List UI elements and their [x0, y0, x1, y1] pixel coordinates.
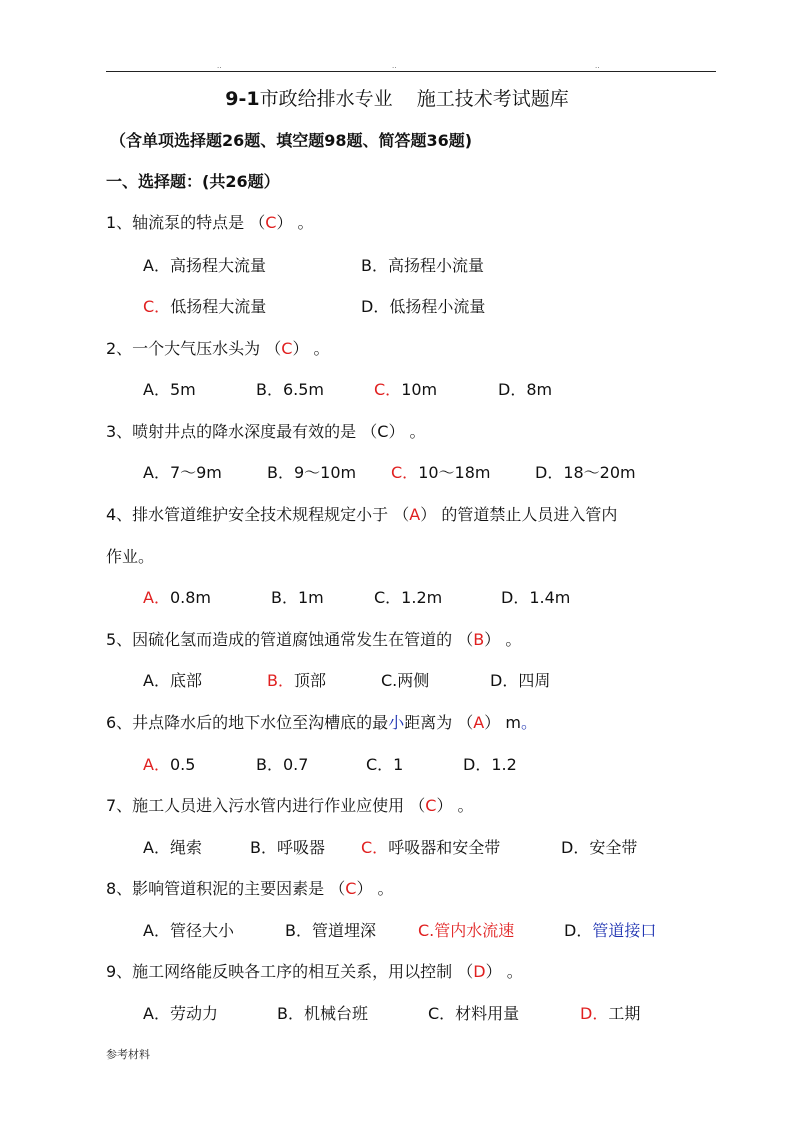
option-d: D．18～20m [535, 463, 636, 482]
question-stem: 2、一个大气压水头为 （C） 。 [106, 339, 330, 358]
option-d: D．1.4m [501, 588, 571, 607]
option-c: C.管内水流速 [418, 921, 515, 940]
option-b: B．高扬程小流量 [361, 256, 484, 275]
option-a: A．0.8m [143, 588, 211, 607]
option-c: C．材料用量 [428, 1004, 520, 1023]
option-b: B．0.7 [256, 755, 309, 774]
option-a: A．高扬程大流量 [143, 256, 266, 275]
header-dots: .. [595, 62, 600, 70]
option-b: B．呼吸器 [250, 838, 325, 857]
option-a: A．管径大小 [143, 921, 234, 940]
option-c: C．1.2m [374, 588, 443, 607]
page-subtitle: （含单项选择题26题、填空题98题、简答题36题) [110, 131, 473, 150]
option-c: C.两侧 [381, 671, 430, 690]
option-a: A．劳动力 [143, 1004, 218, 1023]
question-stem: 1、轴流泵的特点是 （C） 。 [106, 213, 314, 232]
footer-note: 参考材料 [106, 1048, 150, 1061]
option-c: C．10～18m [391, 463, 491, 482]
option-c: C．1 [366, 755, 404, 774]
option-d: D．四周 [490, 671, 551, 690]
option-d: D．低扬程小流量 [361, 297, 486, 316]
option-c: C．低扬程大流量 [143, 297, 267, 316]
option-d: D．工期 [580, 1004, 641, 1023]
option-a: A．绳索 [143, 838, 202, 857]
option-d: D．8m [498, 380, 553, 399]
option-c: C．10m [374, 380, 438, 399]
option-b: B．6.5m [256, 380, 325, 399]
question-stem: 8、影响管道积泥的主要因素是 （C） 。 [106, 879, 394, 898]
section-heading: 一、选择题：(共26题） [106, 172, 280, 191]
question-stem: 6、井点降水后的地下水位至沟槽底的最小距离为 （A） m。 [106, 713, 537, 732]
question-stem: 9、施工网络能反映各工序的相互关系，用以控制 （D） 。 [106, 962, 523, 981]
page-title: 9-1市政给排水专业 施工技术考试题库 [225, 88, 569, 110]
question-stem: 3、喷射井点的降水深度最有效的是 （C） 。 [106, 422, 426, 441]
header-dots: .. [392, 62, 397, 70]
option-d: D．管道接口 [564, 921, 657, 940]
option-a: A．底部 [143, 671, 202, 690]
option-b: B．顶部 [267, 671, 326, 690]
option-d: D．1.2 [463, 755, 517, 774]
option-b: B．9～10m [267, 463, 357, 482]
option-a: A．0.5 [143, 755, 196, 774]
question-stem: 7、施工人员进入污水管内进行作业应使用 （C） 。 [106, 796, 474, 815]
option-b: B．机械台班 [277, 1004, 368, 1023]
option-b: B．管道埋深 [285, 921, 376, 940]
option-a: A．5m [143, 380, 196, 399]
option-c: C．呼吸器和安全带 [361, 838, 501, 857]
header-dots: .. [217, 62, 222, 70]
option-a: A．7～9m [143, 463, 222, 482]
question-stem-continued: 作业。 [106, 547, 155, 566]
question-stem: 5、因硫化氢而造成的管道腐蚀通常发生在管道的 （B） 。 [106, 630, 522, 649]
option-b: B．1m [271, 588, 324, 607]
option-d: D．安全带 [561, 838, 638, 857]
question-stem: 4、排水管道维护安全技术规程规定小于 （A） 的管道禁止人员进入管内 [106, 505, 618, 524]
header-rule [106, 71, 716, 72]
